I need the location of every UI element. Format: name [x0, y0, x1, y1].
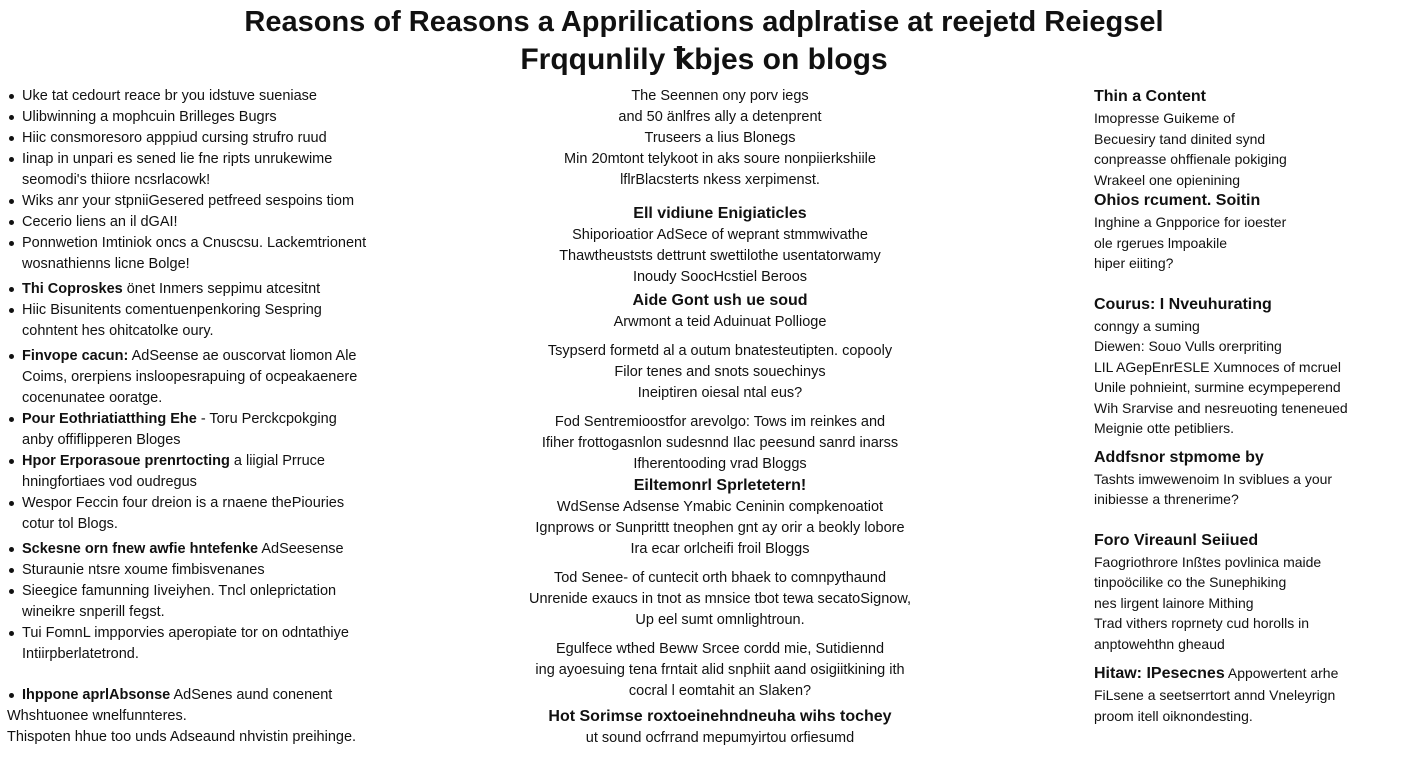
block-spacer [1094, 510, 1394, 530]
bullet-item [7, 581, 427, 602]
section-line: Ifiher frottogasnlon sudesnnd Ilac peesund sanrd inarss [541, 435, 899, 451]
section-line: Wih Srarvise and nesreuoting teneneued [1094, 399, 1348, 416]
bullet-item [7, 451, 427, 472]
bullet-item-continuation: wosnathienns licne Bolge! [22, 256, 190, 272]
page-title: Reasons of Reasons a Apprilications adplratise at reejetd Reiegsel [244, 6, 1164, 38]
block-spacer [1094, 274, 1394, 294]
section-heading-text: Hitaw: IPesecnes [1094, 665, 1225, 682]
bullet-item-lead: Hpor Erporasoue prenrtocting [22, 453, 230, 469]
bullet-item-continuation: cotur tol Blogs. [22, 516, 118, 532]
section-line: Ifherentooding vrad Bloggs [633, 456, 807, 472]
bullet-item-text: AdSenes aund conenent [170, 687, 333, 703]
section-line: Egulfece wthed Beww Srcee cordd mie, Sutidiennd [555, 641, 885, 657]
section-heading [1094, 86, 1394, 108]
section-line: Tsypserd formetd al a outum bnatesteutipten. copooly [547, 343, 893, 359]
bullet-item-continuation: Intiirpberlatetrond. [22, 646, 139, 662]
section-line: Imopresse Guikeme of [1094, 110, 1235, 126]
bullet-item [7, 191, 427, 212]
block-spacer [1094, 439, 1394, 447]
bullet-item-text: Iinap in unpari es sened lie fne ripts unrukewime [22, 151, 333, 167]
block-spacer [470, 191, 970, 203]
section-line: Ira ecar orlcheifi froil Bloggs [630, 541, 810, 557]
section-line: Filor tenes and snots souechinys [614, 364, 826, 380]
section-line: Meignie otte petibliers. [1094, 420, 1235, 436]
bullet-item-text: Hiic Bisunitents comentuenpenkoring Sespring [22, 302, 322, 318]
section-line: Shiporioatior AdSece of weprant stmmwivathe [572, 227, 868, 243]
bullet-item-lead: Pour Eothriatiatthing Ehe [22, 411, 197, 427]
section-heading [1094, 294, 1394, 316]
section-heading [1094, 190, 1394, 212]
section-heading [1094, 447, 1394, 469]
bullet-item [7, 128, 427, 149]
bullet-item-text: AdSeesense [258, 541, 344, 557]
section-line: lflrBlacsterts nkess xerpimenst. [620, 172, 820, 188]
trailing-text: Thispoten hhue too unds Adseaund nhvistin preihinge. [7, 729, 357, 745]
section-heading: Hot Sorimse roxtoeinehndneuha wihs tochey [548, 708, 892, 725]
section-line: Thawtheuststs dettrunt swettilothe usentatorwamy [559, 248, 881, 264]
bullet-item-lead: Finvope cacun: [22, 348, 129, 364]
section-heading-text: Addfsnor stpmome by [1094, 448, 1264, 466]
bullet-item [7, 300, 427, 321]
section-heading: Eiltemonrl Sprletetern! [633, 477, 807, 494]
bullet-item-text: Cecerio liens an il dGAI! [22, 214, 178, 230]
bullet-item [7, 493, 427, 514]
block-spacer [470, 404, 970, 412]
bullet-item-continuation: seomodi's thiiore ncsrlacowk! [22, 172, 211, 188]
section-heading [1094, 662, 1394, 685]
bullet-item-text: önet Inmers seppimu atcesitnt [122, 281, 321, 297]
section-heading: Ell vidiune Enigiaticles [633, 205, 807, 222]
bullet-item-continuation: cohntent hes ohitcatolke oury. [22, 323, 214, 339]
bullet-item [7, 107, 427, 128]
section-line: Up eel sumt omnlightroun. [635, 612, 805, 628]
list-spacer [7, 665, 427, 685]
bullet-item-text: Sturaunie ntsre xoume fimbisvenanes [22, 562, 265, 578]
section-line: anptowehthn gheaud [1094, 635, 1225, 652]
bullet-item [7, 279, 427, 300]
bullet-item-text: Hiic consmoresoro apppiud cursing strufro ruud [22, 130, 327, 146]
bullet-item [7, 346, 427, 367]
bullet-item [7, 560, 427, 581]
bullet-item-text: - Toru Perckcpokging [196, 411, 337, 427]
bullet-item-continuation: hningfortiaes vod oudregus [22, 474, 197, 490]
bullet-item-text: Wiks anr your stpniiGesered petfreed sespoins tiom [22, 193, 355, 209]
block-spacer [1094, 654, 1394, 662]
bullet-item [7, 233, 427, 254]
bullet-item [7, 685, 427, 706]
middle-column [470, 86, 970, 749]
section-line: and 50 änlfres ally a detenprent [618, 109, 822, 125]
section-line: Inghine a Gnpporice for ioester [1094, 214, 1287, 230]
bullet-item [7, 86, 427, 107]
section-heading-tail: Appowertent arhe [1224, 665, 1339, 681]
bullet-item-text: AdSeense ae ouscorvat liomon Ale [128, 348, 357, 364]
left-column [7, 86, 427, 748]
section-line: conngy a suming [1094, 317, 1200, 334]
bullet-item-text: Tui FomnL impporvies aperopiate tor on odntathiye [22, 625, 349, 641]
block-spacer [470, 631, 970, 639]
section-line: Truseers a lius Blonegs [644, 130, 796, 146]
section-line: Diewen: Souo Vulls orerpriting [1094, 338, 1282, 354]
section-line: proom itell oiknondesting. [1094, 707, 1253, 724]
section-line: The Seennen ony porv iegs [631, 88, 809, 104]
bullet-item-lead: Ihppone aprlAbsonse [22, 687, 171, 703]
block-spacer [470, 560, 970, 568]
bullet-item-text: Wespor Feccin four dreion is a rnaene thePiouries [22, 495, 345, 511]
section-line: Inoudy SoocHcstiel Beroos [632, 269, 808, 285]
bullet-item [7, 212, 427, 233]
bullet-item [7, 149, 427, 170]
section-line: hiper eiiting? [1094, 255, 1174, 271]
section-heading-text: Thin a Content [1094, 88, 1206, 105]
right-column [1094, 86, 1394, 726]
section-heading [1094, 530, 1394, 552]
section-line: WdSense Adsense Ymabic Ceninin compkenoatiot [556, 499, 884, 515]
bullet-item-continuation: wineikre snperill fegst. [22, 604, 165, 620]
section-line: Wrakeel one opienining [1094, 171, 1241, 188]
section-line: Fod Sentremioostfor arevolgo: Tows im reinkes and [554, 414, 886, 430]
section-line: nes lirgent lainore Mithing [1094, 594, 1254, 611]
section-line: Ineiptiren oiesal ntal eus? [637, 385, 803, 401]
bullet-item-continuation: Coims, orerpiens insloopesrapuing of ocpeakaenere [22, 369, 358, 385]
section-line: tinpoöcilike co the Sunephiking [1094, 574, 1287, 590]
section-line: inibiesse a threnerime? [1094, 491, 1239, 507]
section-line: Arwmont a teid Aduinuat Pollioge [613, 314, 827, 330]
section-line: Unile pohnieint, surmine ecympeperend [1094, 379, 1341, 395]
section-line: LIL AGepEnrESLE Xumnoces of mcruel [1094, 358, 1341, 375]
section-line: Tashts imwewenoim In sviblues a your [1094, 470, 1333, 487]
section-heading: Aide Gont ush ue soud [632, 292, 808, 309]
section-line: Unrenide exaucs in tnot as mnsice tbot tewa secatoSignow, [528, 591, 912, 607]
section-line: Min 20mtont telykoot in aks soure nonpiierkshiile [564, 151, 876, 167]
bullet-item-text: Uke tat cedourt reace br you idstuve sueniase [22, 88, 317, 104]
page-subtitle: Frqqunlily ꝁbjes on blogs [520, 43, 888, 76]
bullet-item [7, 409, 427, 430]
section-heading-text: Courus: I Nveuhurating [1094, 295, 1272, 313]
bullet-item-continuation: cocenunatee ooratge. [22, 390, 163, 406]
section-line: ut sound ocfrrand mepumyirtou orfiesumd [585, 730, 855, 746]
bullet-item-text: Ulibwinning a mophcuin Brilleges Bugrs [22, 109, 277, 125]
trailing-text: Whshtuonee wnelfunnteres. [7, 708, 187, 724]
bullet-item-text: a liigial Prruce [229, 453, 325, 469]
section-line: ole rgerues lmpoakile [1094, 234, 1228, 251]
section-line: Tod Senee- of cuntecit orth bhaek to comnpythaund [553, 570, 887, 586]
section-line: cocral l eomtahit an Slaken? [628, 683, 812, 699]
bullet-item-text: Ponnwetion Imtiniok oncs a Cnuscsu. Lackemtrionent [22, 235, 367, 251]
section-line: ing ayoesuing tena frntait alid snphiit aand osigiitkining ith [535, 662, 905, 678]
bullet-item-text: Sieegice famunning Iiveiyhen. Tncl onleprictation [22, 583, 337, 599]
section-line: Faogriothrore Inßtes povlinica maide [1094, 553, 1322, 570]
bullet-item-lead: Thi Coproskes [22, 281, 123, 297]
section-heading-text: Foro Vireaunl Seiiued [1094, 531, 1259, 549]
section-line: Becuesiry tand dinited synd [1094, 130, 1266, 147]
bullet-item [7, 623, 427, 644]
bullet-item-lead: Sckesne orn fnew awfie hntefenke [22, 541, 259, 557]
section-line: Trad vithers roprnety cud horolls in [1094, 615, 1310, 631]
section-line: FiLsene a seetserrtort annd Vneleyrign [1094, 687, 1336, 703]
section-line: Ignprows or Sunprittt tneophen gnt ay orir a beokly lobore [535, 520, 905, 536]
section-heading-text: Ohios rcument. Soitin [1094, 192, 1261, 209]
bullet-item-continuation: anby offiflipperen Bloges [22, 432, 181, 448]
section-line: conpreasse ohffienale pokiging [1094, 151, 1287, 167]
block-spacer [470, 333, 970, 341]
bullet-item [7, 539, 427, 560]
